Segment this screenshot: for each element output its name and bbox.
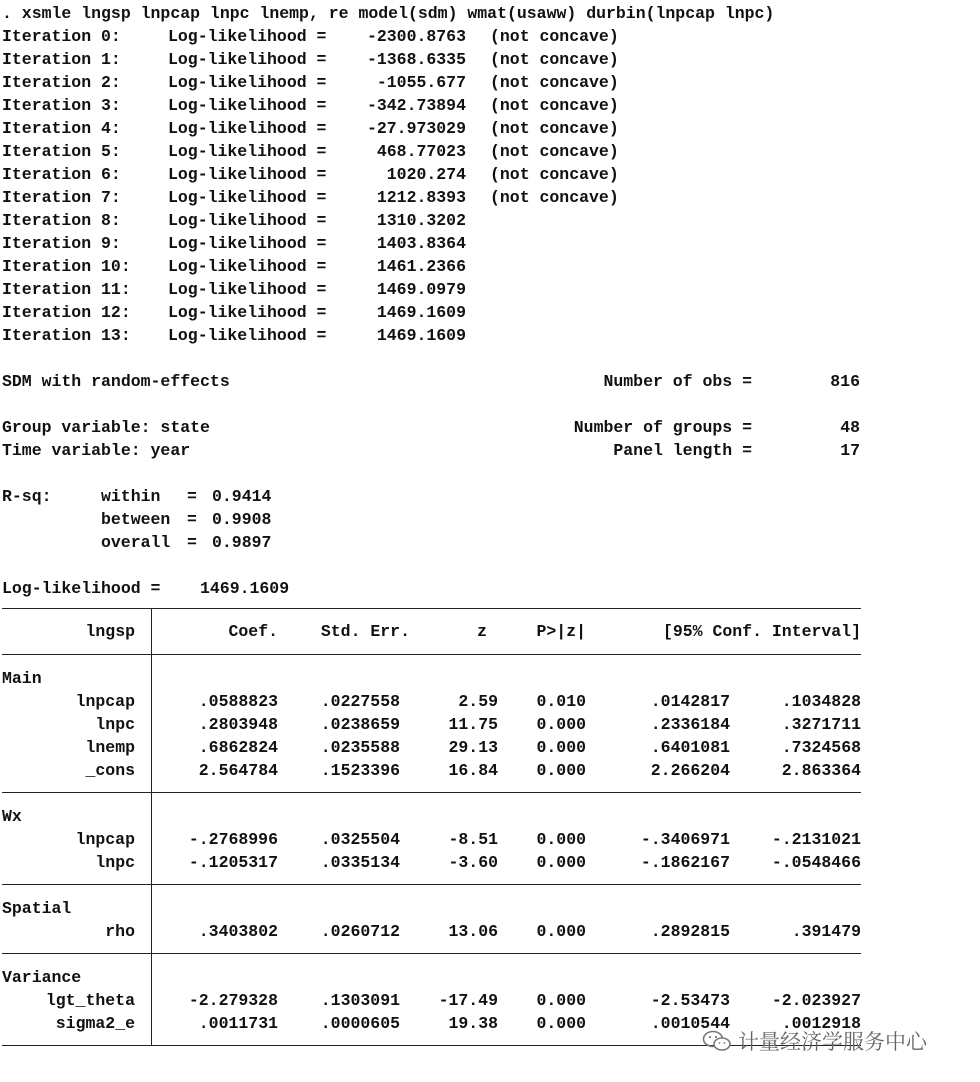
cell-se: .0260712 bbox=[320, 922, 400, 941]
iteration-ll-label: Log-likelihood = bbox=[168, 119, 327, 138]
iteration-value: -342.73894 bbox=[366, 96, 466, 115]
stat-label: Panel length = bbox=[613, 441, 752, 460]
iteration-ll-label: Log-likelihood = bbox=[168, 234, 327, 253]
table-header-cell: Std. Err. bbox=[320, 622, 410, 641]
cell-se: .0227558 bbox=[320, 692, 400, 711]
cell-lo: -.3406971 bbox=[640, 830, 730, 849]
cell-hi: .3271711 bbox=[781, 715, 861, 734]
iteration-label: Iteration 3: bbox=[2, 96, 121, 115]
section-label: Wx bbox=[2, 807, 22, 826]
cell-coef: .2803948 bbox=[198, 715, 278, 734]
cell-p: 0.000 bbox=[536, 738, 586, 757]
cell-z: -8.51 bbox=[448, 830, 498, 849]
iteration-value: 468.77023 bbox=[376, 142, 466, 161]
group-variable: Group variable: state bbox=[2, 418, 210, 437]
iteration-value: -1055.677 bbox=[376, 73, 466, 92]
iteration-value: 1020.274 bbox=[386, 165, 466, 184]
iteration-label: Iteration 0: bbox=[2, 27, 121, 46]
iteration-value: 1469.1609 bbox=[376, 303, 466, 322]
cell-lo: .2336184 bbox=[650, 715, 730, 734]
command-line: . xsmle lngsp lnpcap lnpc lnemp, re model(sdm) wmat(usaww) durbin(lnpcap lnpc) bbox=[2, 4, 775, 23]
cell-lo: -.1862167 bbox=[640, 853, 730, 872]
cell-lo: .2892815 bbox=[650, 922, 730, 941]
rsq-value: 0.9414 bbox=[212, 487, 272, 506]
cell-lo: -2.53473 bbox=[650, 991, 730, 1010]
iteration-ll-label: Log-likelihood = bbox=[168, 257, 327, 276]
var-name: lnpc bbox=[95, 715, 135, 734]
table-header-cell: lngsp bbox=[85, 622, 135, 641]
stat-label: Number of groups = bbox=[573, 418, 752, 437]
iteration-note: (not concave) bbox=[490, 96, 619, 115]
iteration-label: Iteration 5: bbox=[2, 142, 121, 161]
cell-z: 16.84 bbox=[448, 761, 498, 780]
cell-se: .0325504 bbox=[320, 830, 400, 849]
stat-label: Number of obs = bbox=[603, 372, 752, 391]
cell-coef: -2.279328 bbox=[188, 991, 278, 1010]
iteration-note: (not concave) bbox=[490, 27, 619, 46]
cell-lo: 2.266204 bbox=[650, 761, 730, 780]
cell-p: 0.000 bbox=[536, 830, 586, 849]
watermark bbox=[702, 1026, 927, 1056]
rsq-value: 0.9908 bbox=[212, 510, 272, 529]
section-label: Spatial bbox=[2, 899, 72, 918]
cell-se: .0235588 bbox=[320, 738, 400, 757]
rsq-value: 0.9897 bbox=[212, 533, 272, 552]
table-top-rule bbox=[2, 608, 861, 609]
wechat-icon bbox=[702, 1030, 732, 1052]
iteration-ll-label: Log-likelihood = bbox=[168, 211, 327, 230]
cell-se: .0238659 bbox=[320, 715, 400, 734]
cell-se: .0000605 bbox=[320, 1014, 400, 1033]
iteration-value: -1368.6335 bbox=[366, 50, 466, 69]
iteration-label: Iteration 2: bbox=[2, 73, 121, 92]
iteration-note: (not concave) bbox=[490, 165, 619, 184]
section-rule bbox=[2, 884, 861, 885]
table-column-divider bbox=[151, 608, 152, 1046]
iteration-note: (not concave) bbox=[490, 142, 619, 161]
cell-coef: .0011731 bbox=[198, 1014, 278, 1033]
iteration-label: Iteration 13: bbox=[2, 326, 131, 345]
model-title: SDM with random-effects bbox=[2, 372, 230, 391]
iteration-label: Iteration 10: bbox=[2, 257, 131, 276]
iteration-value: 1310.3202 bbox=[376, 211, 466, 230]
cell-coef: .0588823 bbox=[198, 692, 278, 711]
iteration-label: Iteration 12: bbox=[2, 303, 131, 322]
iteration-ll-label: Log-likelihood = bbox=[168, 303, 327, 322]
cell-coef: .3403802 bbox=[198, 922, 278, 941]
iteration-value: 1469.0979 bbox=[376, 280, 466, 299]
section-rule bbox=[2, 953, 861, 954]
iteration-value: -27.973029 bbox=[366, 119, 466, 138]
section-label: Main bbox=[2, 669, 42, 688]
cell-p: 0.010 bbox=[536, 692, 586, 711]
cell-coef: .6862824 bbox=[198, 738, 278, 757]
cell-lo: .0142817 bbox=[650, 692, 730, 711]
cell-p: 0.000 bbox=[536, 991, 586, 1010]
iteration-note: (not concave) bbox=[490, 50, 619, 69]
table-header-cell: P>|z| bbox=[536, 622, 586, 641]
cell-se: .0335134 bbox=[320, 853, 400, 872]
iteration-note: (not concave) bbox=[490, 119, 619, 138]
cell-hi: -.0548466 bbox=[771, 853, 861, 872]
iteration-ll-label: Log-likelihood = bbox=[168, 50, 327, 69]
cell-p: 0.000 bbox=[536, 853, 586, 872]
rsq-equals: = bbox=[187, 510, 197, 529]
var-name: sigma2_e bbox=[55, 1014, 135, 1033]
cell-z: 11.75 bbox=[448, 715, 498, 734]
var-name: rho bbox=[105, 922, 135, 941]
iteration-value: 1461.2366 bbox=[376, 257, 466, 276]
cell-hi: .0012918 bbox=[781, 1014, 861, 1033]
cell-z: 2.59 bbox=[458, 692, 498, 711]
cell-lo: .6401081 bbox=[650, 738, 730, 757]
cell-coef: 2.564784 bbox=[198, 761, 278, 780]
table-header-cell: [95% Conf. Interval] bbox=[662, 622, 861, 641]
rsq-equals: = bbox=[187, 487, 197, 506]
iteration-ll-label: Log-likelihood = bbox=[168, 142, 327, 161]
iteration-ll-label: Log-likelihood = bbox=[168, 280, 327, 299]
cell-z: -3.60 bbox=[448, 853, 498, 872]
cell-p: 0.000 bbox=[536, 761, 586, 780]
table-header-cell: z bbox=[477, 622, 487, 641]
var-name: lgt_theta bbox=[45, 991, 135, 1010]
section-label: Variance bbox=[2, 968, 82, 987]
cell-hi: -2.023927 bbox=[771, 991, 861, 1010]
iteration-label: Iteration 8: bbox=[2, 211, 121, 230]
iteration-value: 1403.8364 bbox=[376, 234, 466, 253]
loglik-value: 1469.1609 bbox=[200, 579, 290, 598]
stat-value: 48 bbox=[840, 418, 860, 437]
table-header-rule bbox=[2, 654, 861, 655]
var-name: lnpcap bbox=[75, 830, 135, 849]
iteration-note: (not concave) bbox=[490, 188, 619, 207]
iteration-value: -2300.8763 bbox=[366, 27, 466, 46]
cell-coef: -.2768996 bbox=[188, 830, 278, 849]
rsq-name: between bbox=[101, 510, 171, 529]
iteration-note: (not concave) bbox=[490, 73, 619, 92]
rsq-label: R-sq: bbox=[2, 487, 52, 506]
var-name: lnpc bbox=[95, 853, 135, 872]
cell-hi: .7324568 bbox=[781, 738, 861, 757]
cell-z: 19.38 bbox=[448, 1014, 498, 1033]
time-variable: Time variable: year bbox=[2, 441, 191, 460]
rsq-equals: = bbox=[187, 533, 197, 552]
iteration-label: Iteration 11: bbox=[2, 280, 131, 299]
iteration-value: 1469.1609 bbox=[376, 326, 466, 345]
cell-z: 13.06 bbox=[448, 922, 498, 941]
cell-hi: -.2131021 bbox=[771, 830, 861, 849]
iteration-ll-label: Log-likelihood = bbox=[168, 73, 327, 92]
stat-value: 17 bbox=[840, 441, 860, 460]
iteration-ll-label: Log-likelihood = bbox=[168, 27, 327, 46]
iteration-ll-label: Log-likelihood = bbox=[168, 188, 327, 207]
var-name: lnemp bbox=[85, 738, 135, 757]
cell-z: -17.49 bbox=[438, 991, 498, 1010]
rsq-name: overall bbox=[101, 533, 171, 552]
iteration-label: Iteration 4: bbox=[2, 119, 121, 138]
cell-p: 0.000 bbox=[536, 922, 586, 941]
cell-lo: .0010544 bbox=[650, 1014, 730, 1033]
table-header-cell: Coef. bbox=[228, 622, 278, 641]
var-name: _cons bbox=[85, 761, 135, 780]
cell-se: .1303091 bbox=[320, 991, 400, 1010]
iteration-label: Iteration 7: bbox=[2, 188, 121, 207]
iteration-ll-label: Log-likelihood = bbox=[168, 165, 327, 184]
cell-z: 29.13 bbox=[448, 738, 498, 757]
watermark-text: 计量经济学服务中心 bbox=[738, 1030, 927, 1054]
iteration-value: 1212.8393 bbox=[376, 188, 466, 207]
iteration-ll-label: Log-likelihood = bbox=[168, 96, 327, 115]
cell-hi: .391479 bbox=[791, 922, 861, 941]
iteration-label: Iteration 1: bbox=[2, 50, 121, 69]
stat-value: 816 bbox=[830, 372, 860, 391]
iteration-label: Iteration 6: bbox=[2, 165, 121, 184]
var-name: lnpcap bbox=[75, 692, 135, 711]
cell-coef: -.1205317 bbox=[188, 853, 278, 872]
cell-p: 0.000 bbox=[536, 1014, 586, 1033]
cell-se: .1523396 bbox=[320, 761, 400, 780]
cell-p: 0.000 bbox=[536, 715, 586, 734]
rsq-name: within bbox=[101, 487, 161, 506]
iteration-ll-label: Log-likelihood = bbox=[168, 326, 327, 345]
loglik-label: Log-likelihood = bbox=[2, 579, 161, 598]
cell-hi: .1034828 bbox=[781, 692, 861, 711]
cell-hi: 2.863364 bbox=[781, 761, 861, 780]
section-rule bbox=[2, 792, 861, 793]
iteration-label: Iteration 9: bbox=[2, 234, 121, 253]
